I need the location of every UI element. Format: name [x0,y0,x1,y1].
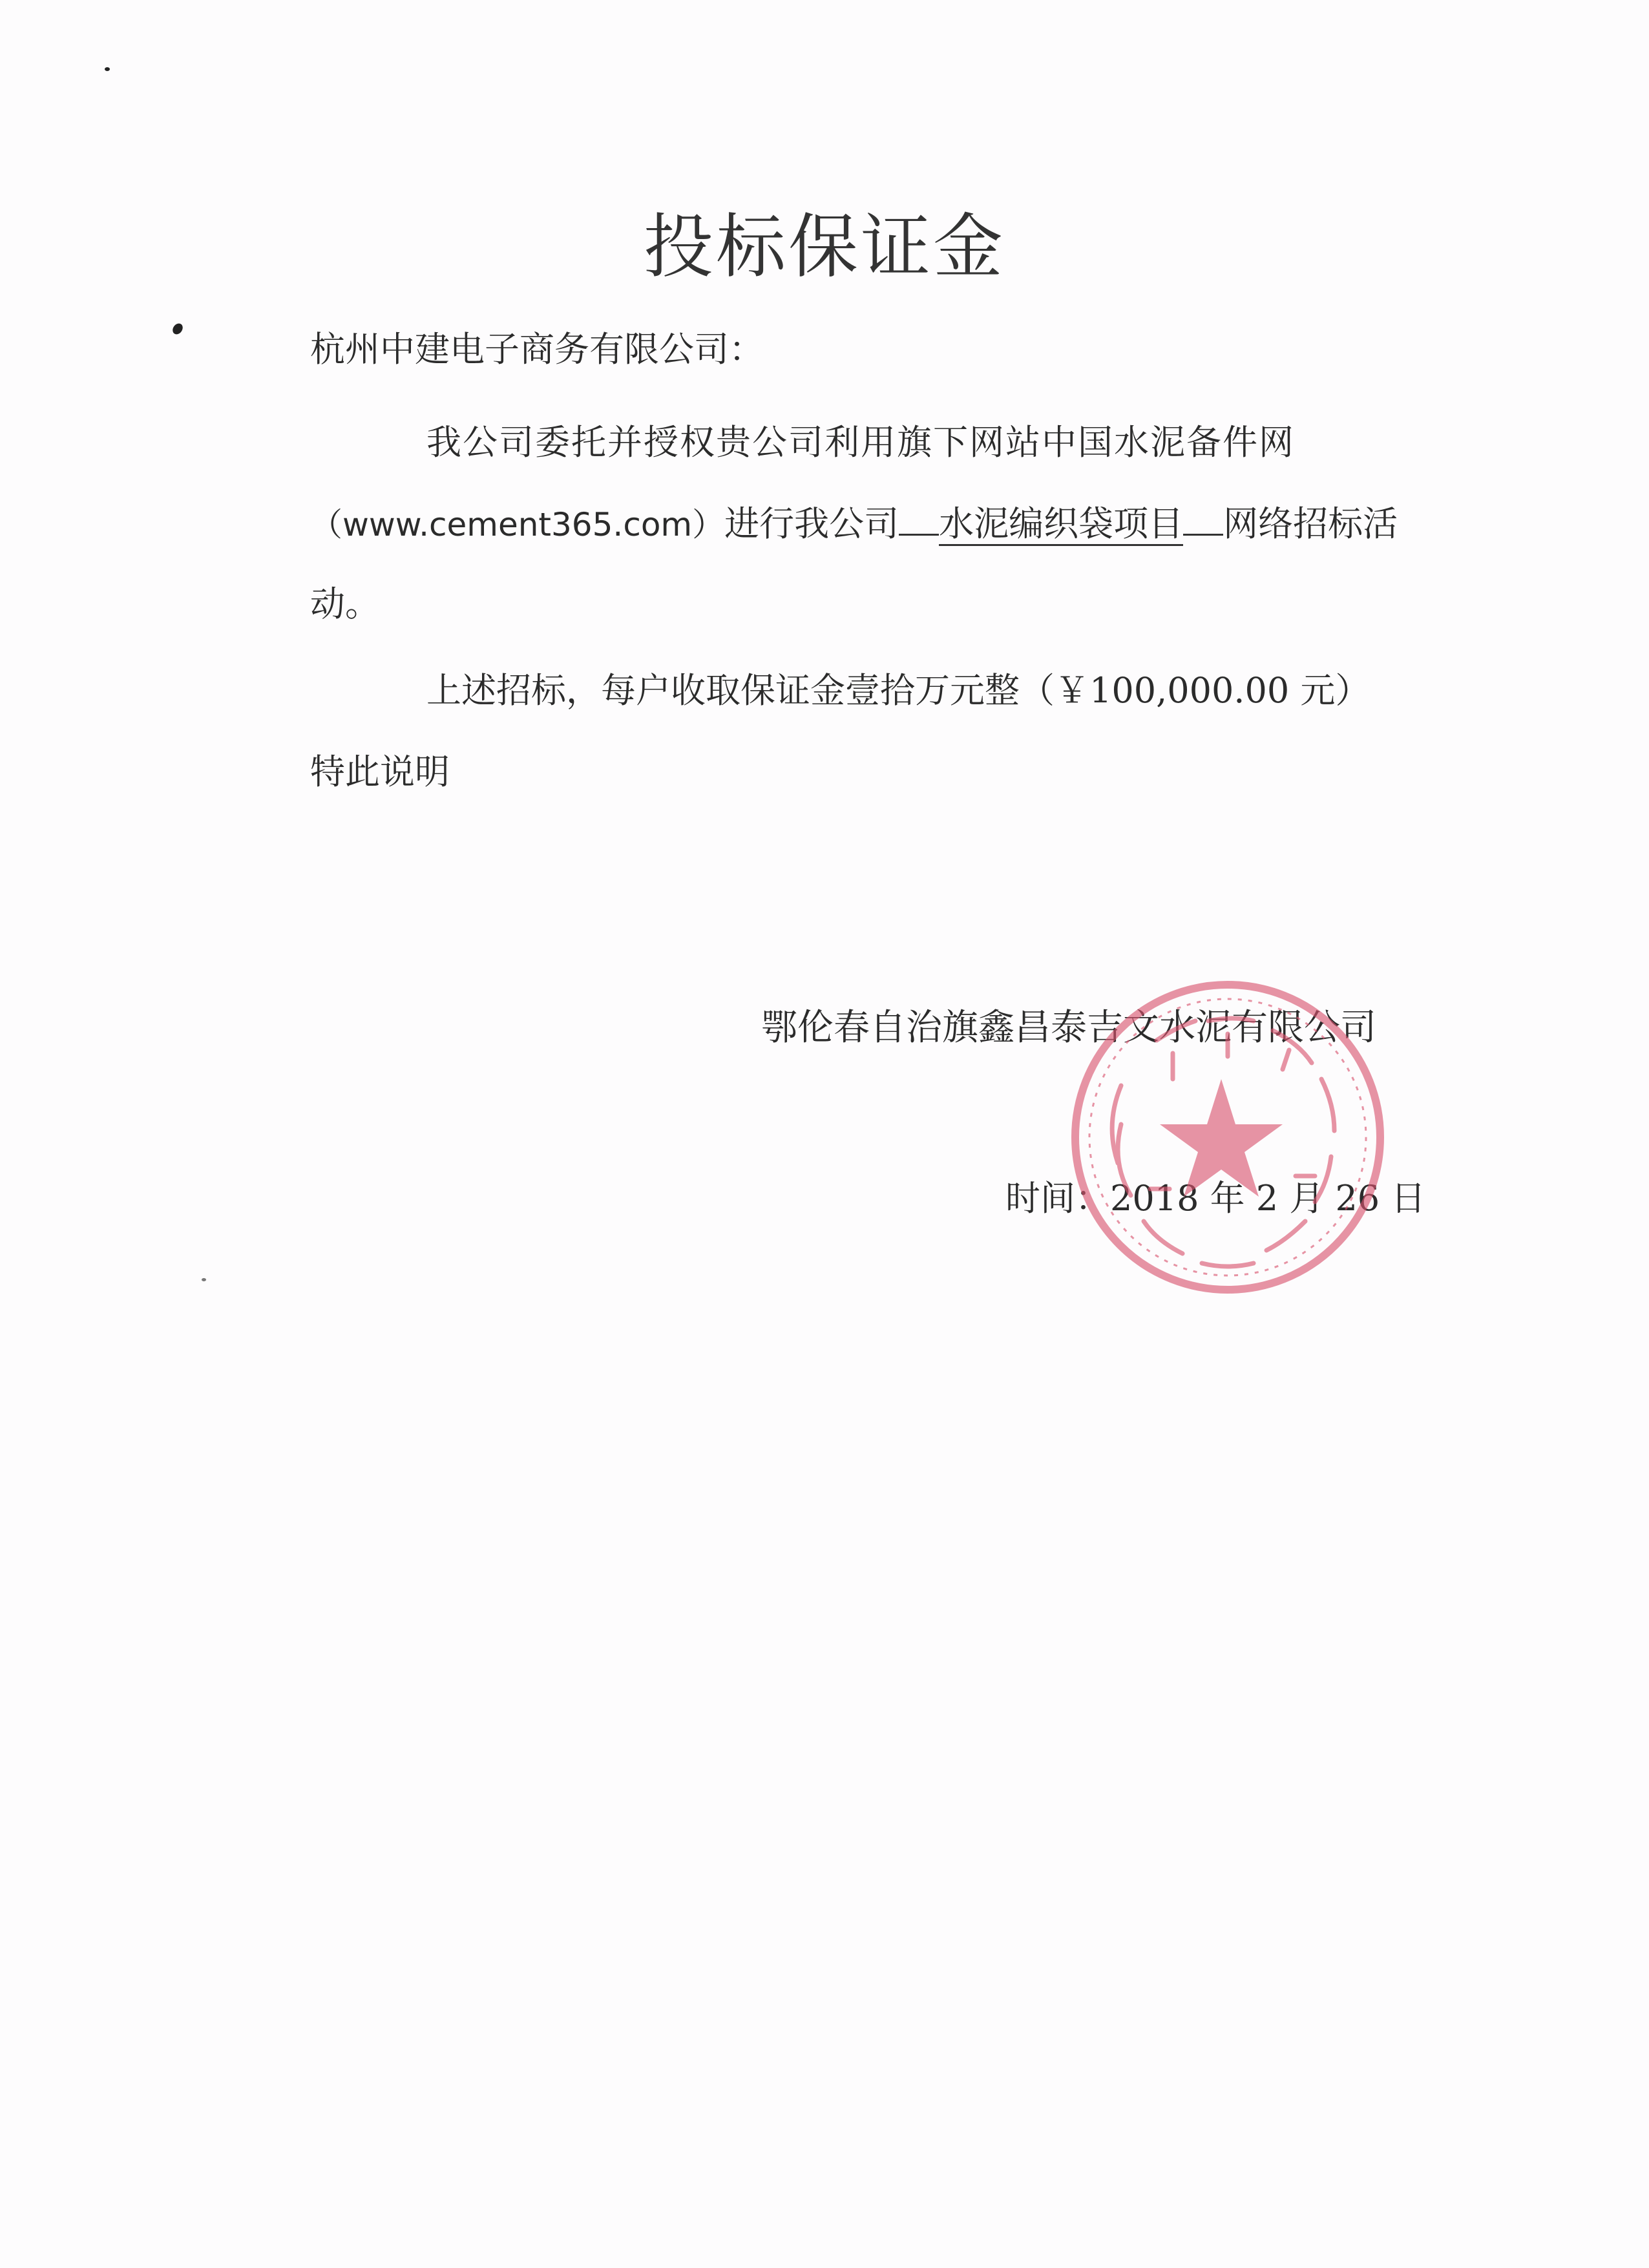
body-paragraph-2: 上述招标，每户收取保证金壹拾万元整（￥100,000.00 元） [426,670,1371,711]
project-name: 水泥编织袋项目 [939,503,1183,546]
text-segment: 网络招标活 [1223,503,1398,544]
addressee: 杭州中建电子商务有限公司： [310,329,764,370]
underline-blank [899,504,939,536]
body-paragraph-1-line-2 [310,501,1398,547]
website-url: （www.cement365.com） [310,506,725,543]
star-icon [1160,1079,1283,1197]
body-paragraph-1-line-3: 动。 [310,583,380,624]
underline-blank [1183,504,1223,536]
scan-speck [202,1278,206,1281]
document-date: 时间：2018 年 2 月 26 日 [1005,1178,1426,1219]
scan-speck [105,67,110,71]
company-signature: 鄂伦春自治旗鑫昌泰吉文水泥有限公司 [761,1007,1376,1049]
body-paragraph-1-line-1: 我公司委托并授权贵公司利用旗下网站中国水泥备件网 [426,422,1295,463]
text-segment: 进行我公司 [724,503,899,544]
scan-speck [171,322,185,337]
company-seal [1060,969,1396,1305]
closing-remark: 特此说明 [310,751,450,792]
document-title: 投标保证金 [643,207,1005,288]
